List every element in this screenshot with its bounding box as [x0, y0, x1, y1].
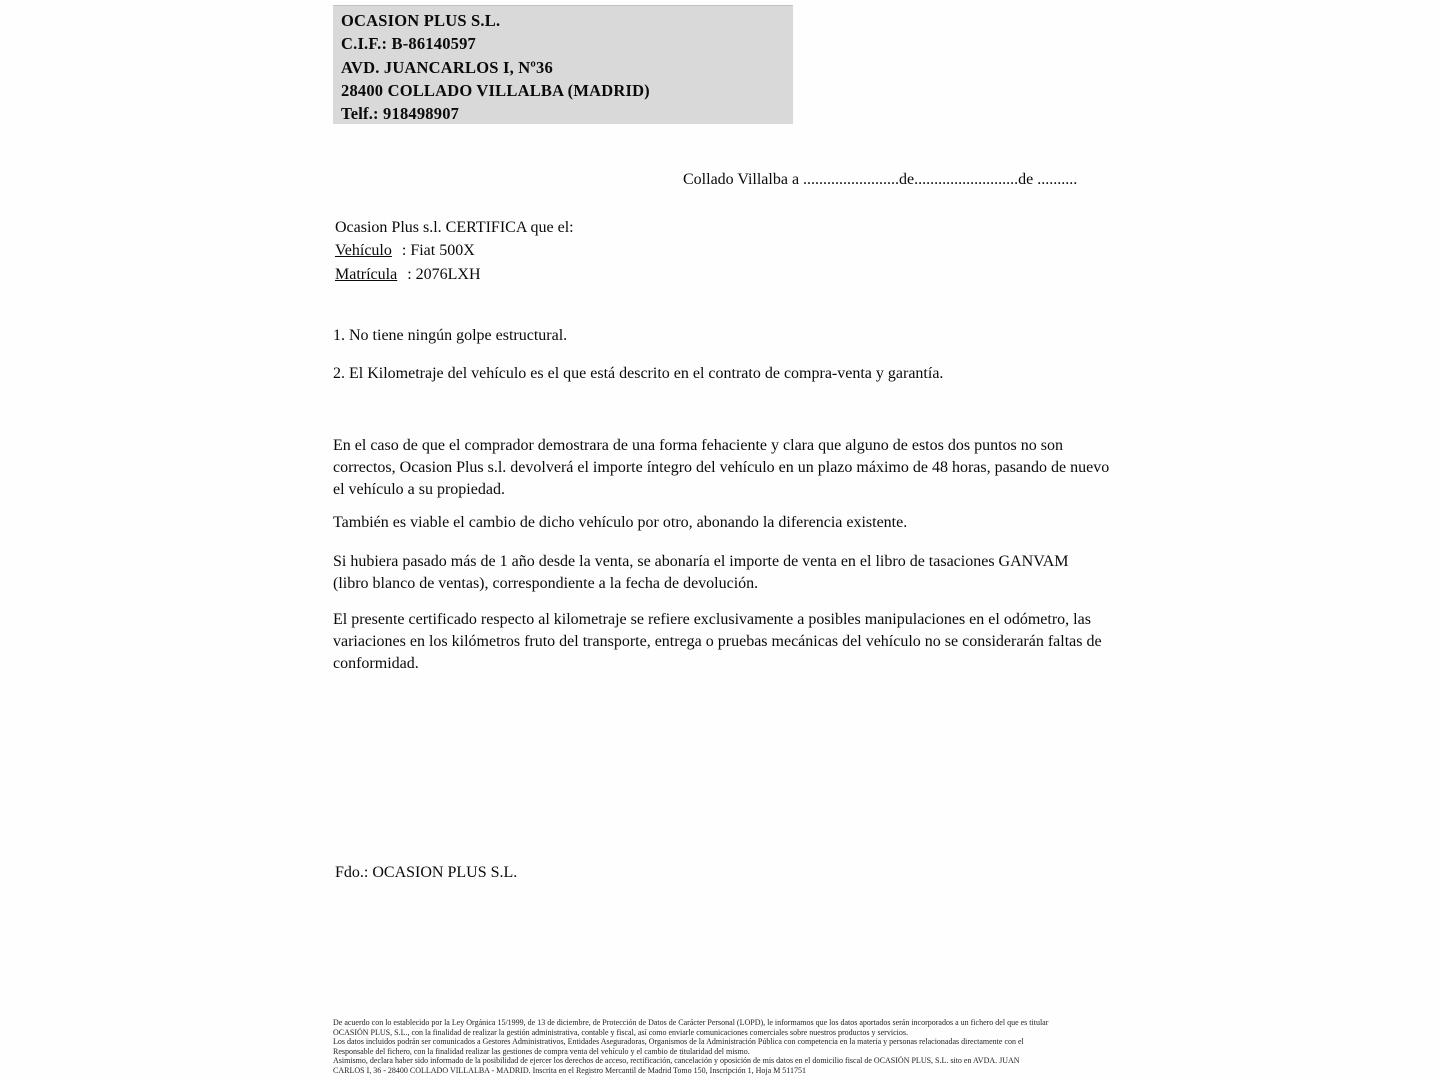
certification-block — [335, 216, 574, 286]
vehicle-value: : Fiat 500X — [401, 242, 475, 260]
plate-row — [335, 263, 574, 286]
certification-intro: Ocasion Plus s.l. CERTIFICA que el: — [335, 219, 574, 236]
company-cif: C.I.F.: B-86140597 — [341, 34, 476, 54]
company-city: 28400 COLLADO VILLALBA (MADRID) — [341, 80, 650, 100]
company-address: AVD. JUANCARLOS I, Nº36 — [341, 57, 553, 77]
paragraph-odometer: El presente certificado respecto al kilometraje se refiere exclusivamente a posibles manipulaciones en el odómetro, las variaciones en los kilómetros fruto del transporte, entrega o pruebas mecánicas del vehículo no se considerarán faltas de conformidad. — [333, 611, 1102, 672]
vehicle-label: Vehículo — [335, 242, 392, 260]
legal-line: Asimismo, declara haber sido informado de la posibilidad de ejercer los derechos de acceso, rectificación, cancelación y oposición de mis datos en el domicilio fiscal de OCASIÓN PLUS, S.L. sito en AVDA. JUAN — [333, 1056, 1020, 1066]
paragraph-ganvam: Si hubiera pasado más de 1 año desde la venta, se abonaría el importe de venta en el libro de tasaciones GANVAM (libro blanco de ventas), correspondiente a la fecha de devolución. — [333, 553, 1069, 592]
legal-line: Responsable del fichero, con la finalidad realizar las gestiones de compra venta del vehículo y el cambio de titularidad del mismo. — [333, 1046, 750, 1056]
legal-line: OCASIÓN PLUS, S.L., con la finalidad de realizar la gestión administrativa, contable y fiscal, así como enviarle comunicaciones comerciales sobre nuestros productos y servicios. — [333, 1027, 908, 1037]
legal-line: CARLOS I, 36 - 28400 COLLADO VILLALBA - MADRID. Inscrita en el Registro Mercantil de Madrid Tomo 150, Inscripción 1, Hoja M 511751 — [333, 1065, 807, 1075]
legal-line: Los datos incluidos podrán ser comunicados a Gestores Administrativos, Entidades Aseguradoras, Organismos de la Administración Pública con competencia en la materia y personas relacionadas directamente con el — [333, 1037, 1024, 1047]
point-2: 2. El Kilometraje del vehículo es el que está descrito en el contrato de compra-venta y garantía. — [333, 365, 944, 382]
company-phone: Telf.: 918498907 — [341, 104, 460, 124]
plate-value: : 2076LXH — [407, 265, 481, 283]
point-1: 1. No tiene ningún golpe estructural. — [333, 327, 568, 344]
legal-footer — [333, 1018, 1133, 1076]
paragraph-refund: En el caso de que el comprador demostrara de una forma fehaciente y clara que alguno de estos dos puntos no son correctos, Ocasion Plus s.l. devolverá el importe íntegro del vehículo en un plazo máximo de 48 horas, pasando de nuevo el vehículo a su propiedad. — [333, 437, 1110, 498]
date-line: Collado Villalba a ........................de..........................de .......... — [683, 171, 1078, 188]
company-name: OCASION PLUS S.L. — [341, 11, 501, 30]
plate-label: Matrícula — [335, 265, 398, 283]
signature-line: Fdo.: OCASION PLUS S.L. — [335, 864, 518, 881]
legal-line: De acuerdo con lo establecido por la Ley Orgánica 15/1999, de 13 de diciembre, de Protección de Datos de Carácter Personal (LOPD), le informamos que los datos aportados serán incorporados a un fichero del que es titular — [333, 1018, 1049, 1027]
vehicle-row — [335, 239, 574, 262]
paragraph-exchange: También es viable el cambio de dicho vehículo por otro, abonando la diferencia existente. — [333, 514, 908, 531]
company-header-box — [333, 5, 793, 124]
